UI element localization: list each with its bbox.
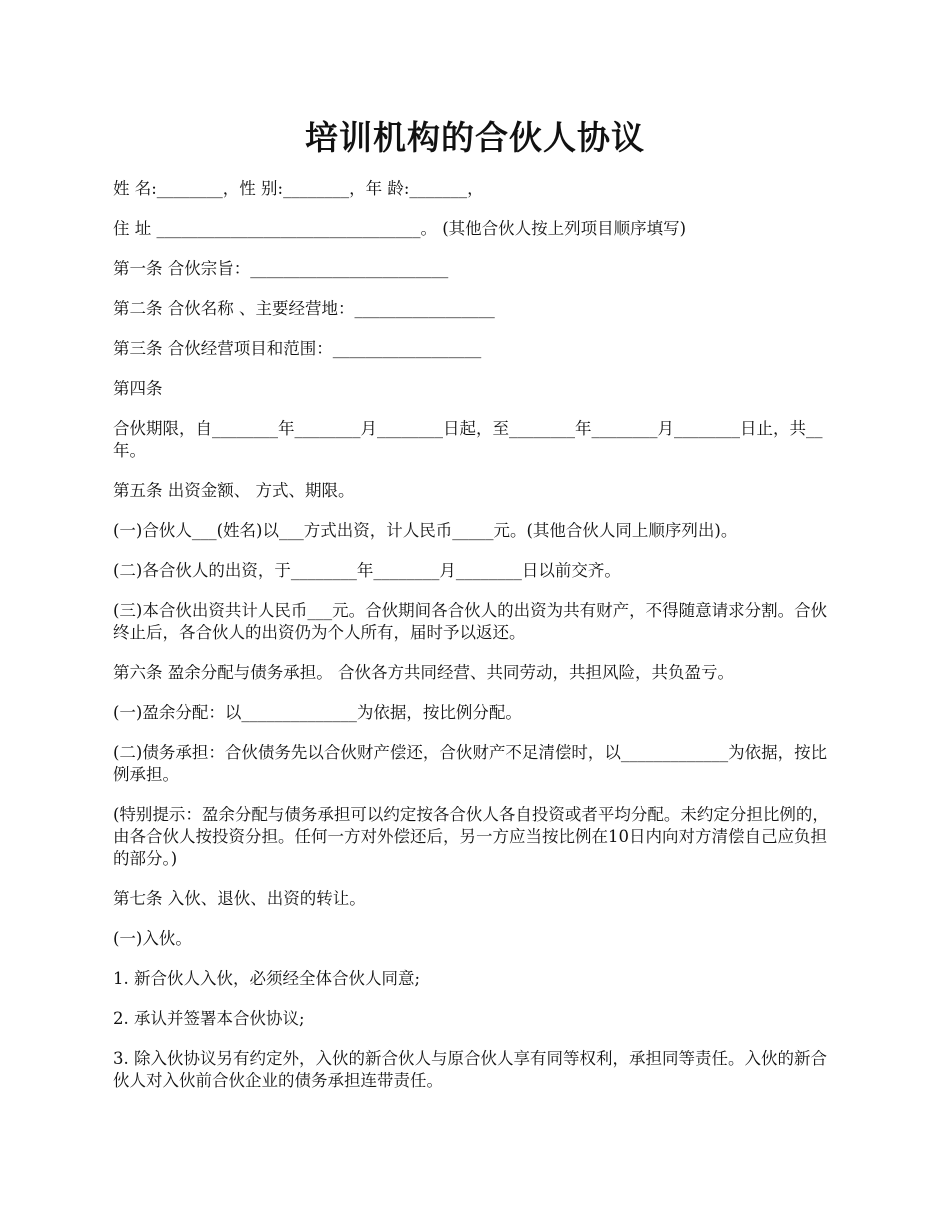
- special-note: (特别提示：盈余分配与债务承担可以约定按各合伙人各自投资或者平均分配。未约定分担比例的，由各合伙人按投资分担。任何一方对外偿还后，另一方应当按比例在10日内向对方清偿自己应负担的部分。): [113, 805, 829, 868]
- party-info-line: 姓 名:________，性 别:________，年 龄:_______，: [113, 179, 484, 198]
- contribution-clause-1: (一)合伙人___(姓名)以___方式出资，计人民币_____元。(其他合伙人同上顺序列出)。: [113, 521, 738, 540]
- admission-heading: (一)入伙。: [113, 929, 192, 948]
- document-title: 培训机构的合伙人协议: [305, 118, 645, 157]
- article-5-heading: 第五条 出资金额、 方式、期限。: [113, 481, 355, 500]
- article-4-heading: 第四条: [113, 379, 163, 398]
- admission-item-3: 3. 除入伙协议另有约定外，入伙的新合伙人与原合伙人享有同等权利，承担同等责任。入伙的新合伙人对入伙前合伙企业的债务承担连带责任。: [113, 1049, 827, 1090]
- article-6-heading: 第六条 盈余分配与债务承担。 合伙各方共同经营、共同劳动，共担风险，共负盈亏。: [113, 663, 734, 682]
- contribution-clause-3: (三)本合伙出资共计人民币___元。合伙期间各合伙人的出资为共有财产，不得随意请求分割。合伙终止后，各合伙人的出资仍为个人所有，届时予以返还。: [113, 601, 828, 642]
- address-line: 住 址 ________________________________。 (其他合伙人按上列项目顺序填写): [113, 219, 687, 238]
- admission-item-1: 1. 新合伙人入伙，必须经全体合伙人同意;: [113, 969, 421, 988]
- contribution-clause-2: (二)各合伙人的出资，于________年________月________日以前交齐。: [113, 561, 621, 580]
- article-7-heading: 第七条 入伙、退伙、出资的转让。: [113, 889, 366, 908]
- article-3: 第三条 合伙经营项目和范围：__________________: [113, 339, 482, 358]
- article-1: 第一条 合伙宗旨：________________________: [113, 259, 449, 278]
- article-2: 第二条 合伙名称 、主要经营地：_________________: [113, 299, 495, 318]
- document-body: [113, 178, 843, 1110]
- profit-distribution: (一)盈余分配：以______________为依据，按比例分配。: [113, 703, 522, 722]
- admission-item-2: 2. 承认并签署本合伙协议;: [113, 1009, 305, 1028]
- debt-assumption: (二)债务承担：合伙债务先以合伙财产偿还，合伙财产不足清偿时，以_____________为依据，按比例承担。: [113, 743, 828, 784]
- partnership-term: 合伙期限，自________年________月________日起，至________年________月________日止，共__年。: [113, 419, 823, 460]
